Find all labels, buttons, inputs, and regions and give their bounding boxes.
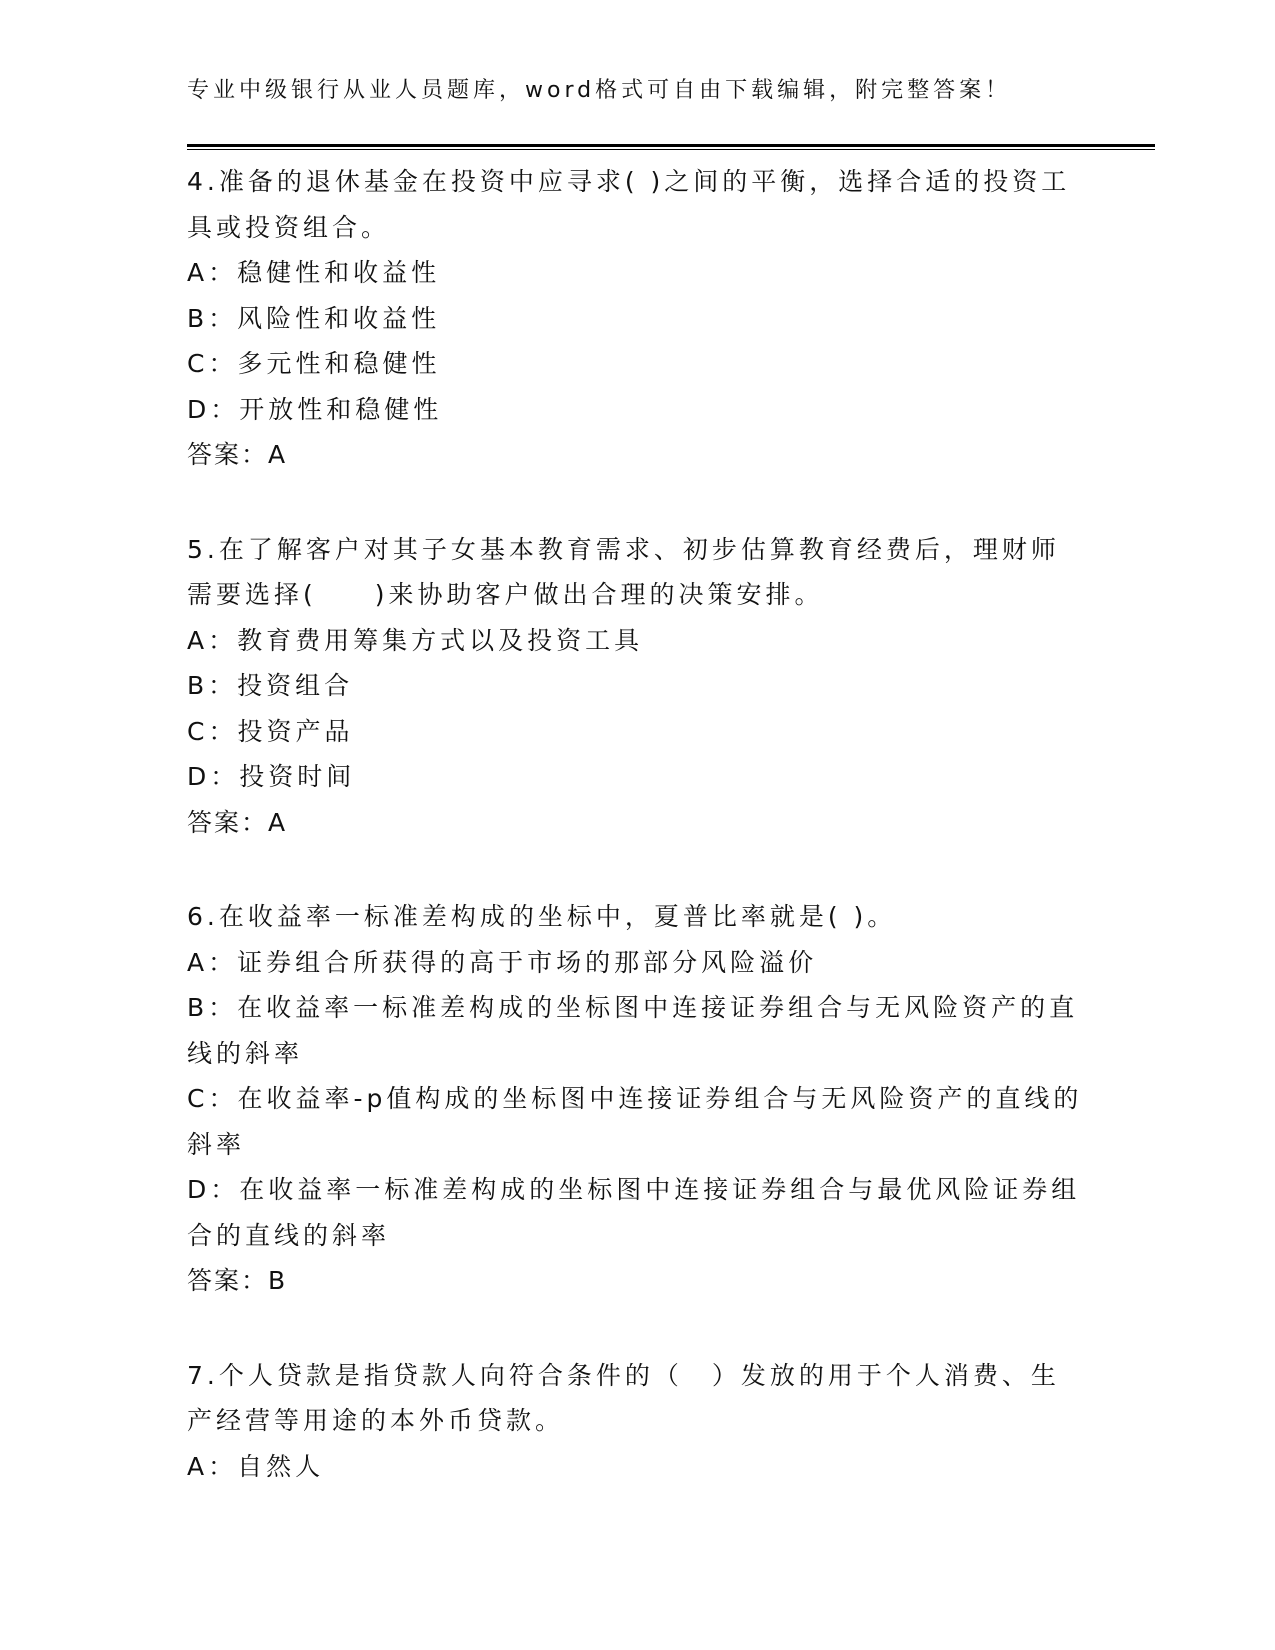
page-header: 专业中级银行从业人员题库，word格式可自由下载编辑，附完整答案！ (187, 78, 1012, 103)
option-d-continued: 合的直线的斜率 (187, 1220, 391, 1250)
option-c: C：投资产品 (187, 716, 354, 746)
option-b-continued: 线的斜率 (187, 1038, 304, 1068)
option-c: C：在收益率-p值构成的坐标图中连接证券组合与无风险资产的直线的 (187, 1084, 1083, 1113)
option-d: D：投资时间 (187, 762, 356, 791)
question-stem-line: 产经营等用途的本外币贷款。 (187, 1406, 565, 1435)
option-d: D：在收益率一标准差构成的坐标图中连接证券组合与最优风险证券组 (187, 1175, 1081, 1204)
question-stem-line: 具或投资组合。 (187, 212, 391, 242)
answer-label: 答案：A (187, 807, 288, 837)
option-a: A：稳健性和收益性 (187, 258, 441, 287)
question-7 (187, 1353, 1087, 1490)
option-a: A：教育费用筹集方式以及投资工具 (187, 625, 644, 655)
question-stem-line: 5.在了解客户对其子女基本教育需求、初步估算教育经费后，理财师 (187, 534, 1060, 564)
option-b: B：在收益率一标准差构成的坐标图中连接证券组合与无风险资产的直 (187, 993, 1079, 1022)
option-a: A：证券组合所获得的高于市场的那部分风险溢价 (187, 947, 818, 977)
question-stem-line: 4.准备的退休基金在投资中应寻求( )之间的平衡，选择合适的投资工 (187, 167, 1071, 196)
question-list (187, 159, 1087, 1538)
option-c-continued: 斜率 (187, 1129, 246, 1159)
question-stem-line: 7.个人贷款是指贷款人向符合条件的（ ）发放的用于个人消费、生 (187, 1360, 1060, 1390)
header-divider (187, 144, 1155, 150)
option-b: B：投资组合 (187, 671, 354, 700)
question-stem-line: 需要选择( )来协助客户做出合理的决策安排。 (187, 580, 824, 609)
option-b: B：风险性和收益性 (187, 303, 441, 333)
answer-label: 答案：B (187, 1266, 288, 1295)
option-d: D：开放性和稳健性 (187, 394, 443, 424)
question-5 (187, 527, 1087, 846)
question-4 (187, 159, 1087, 478)
answer-label: 答案：A (187, 440, 288, 469)
option-c: C：多元性和稳健性 (187, 349, 441, 378)
option-a: A：自然人 (187, 1451, 325, 1481)
question-stem-line: 6.在收益率一标准差构成的坐标中，夏普比率就是( )。 (187, 902, 897, 931)
question-6 (187, 894, 1087, 1304)
